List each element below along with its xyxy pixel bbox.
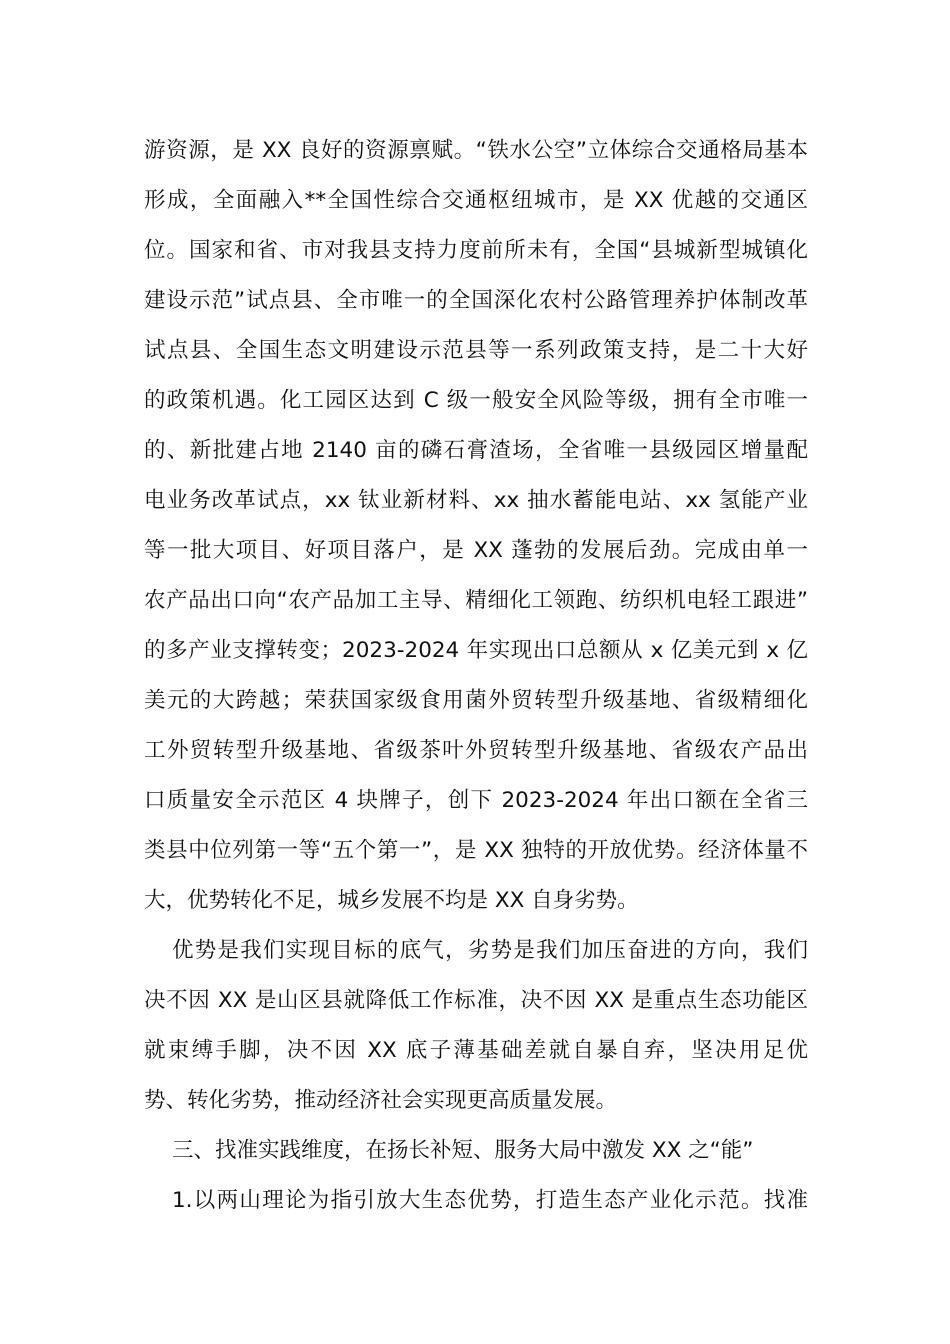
section-heading [144, 1126, 808, 1176]
heading-line: 三、找准实践维度，在扬长补短、服务大局中激发 XX 之“能” [172, 1138, 754, 1163]
text-line: 的多产业支撑转变；2023-2024 年实现出口总额从 x 亿美元到 x 亿 [144, 638, 808, 663]
text-line: 等一批大项目、好项目落户，是 XX 蓬勃的发展后劲。完成由单一 [144, 538, 808, 563]
text-line: 的、新批建占地 2140 亩的磷石膏渣场，全省唯一县级园区增量配 [144, 438, 808, 463]
text-line: 位。国家和省、市对我县支持力度前所未有，全国“县城新型城镇化 [144, 238, 808, 263]
text-line: 游资源，是 XX 良好的资源禀赋。“铁水公空”立体综合交通格局基本 [144, 138, 808, 163]
text-line: 就束缚手脚，决不因 XX 底子薄基础差就自暴自弃，坚决用足优 [144, 1038, 808, 1063]
text-line: 美元的大跨越；荣获国家级食用菌外贸转型升级基地、省级精细化 [144, 688, 808, 713]
text-line: 形成，全面融入**全国性综合交通枢纽城市，是 XX 优越的交通区 [144, 188, 808, 213]
text-line: 大，优势转化不足，城乡发展不均是 XX 自身劣势。 [144, 888, 639, 913]
document-body [144, 126, 808, 1226]
text-line: 工外贸转型升级基地、省级茶叶外贸转型升级基地、省级农产品出 [144, 738, 808, 763]
text-line: 势、转化劣势，推动经济社会实现更高质量发展。 [144, 1088, 618, 1113]
text-line: 电业务改革试点，xx 钛业新材料、xx 抽水蓄能电站、xx 氢能产业 [144, 488, 808, 513]
text-line: 决不因 XX 是山区县就降低工作标准，决不因 XX 是重点生态功能区 [144, 988, 808, 1013]
paragraph-2 [144, 926, 808, 1126]
text-line: 1.以两山理论为指引放大生态优势，打造生态产业化示范。找准 [172, 1188, 808, 1213]
text-line: 优势是我们实现目标的底气，劣势是我们加压奋进的方向，我们 [172, 938, 808, 963]
text-line: 的政策机遇。化工园区达到 C 级一般安全风险等级，拥有全市唯一 [144, 388, 808, 413]
text-line: 建设示范”试点县、全市唯一的全国深化农村公路管理养护体制改革 [144, 288, 808, 313]
paragraph-3 [144, 1176, 808, 1226]
text-line: 试点县、全国生态文明建设示范县等一系列政策支持，是二十大好 [144, 338, 808, 363]
text-line: 农产品出口向“农产品加工主导、精细化工领跑、纺织机电轻工跟进” [144, 588, 808, 613]
text-line: 口质量安全示范区 4 块牌子，创下 2023-2024 年出口额在全省三 [144, 788, 808, 813]
paragraph-1 [144, 126, 808, 926]
text-line: 类县中位列第一等“五个第一”，是 XX 独特的开放优势。经济体量不 [144, 838, 808, 863]
